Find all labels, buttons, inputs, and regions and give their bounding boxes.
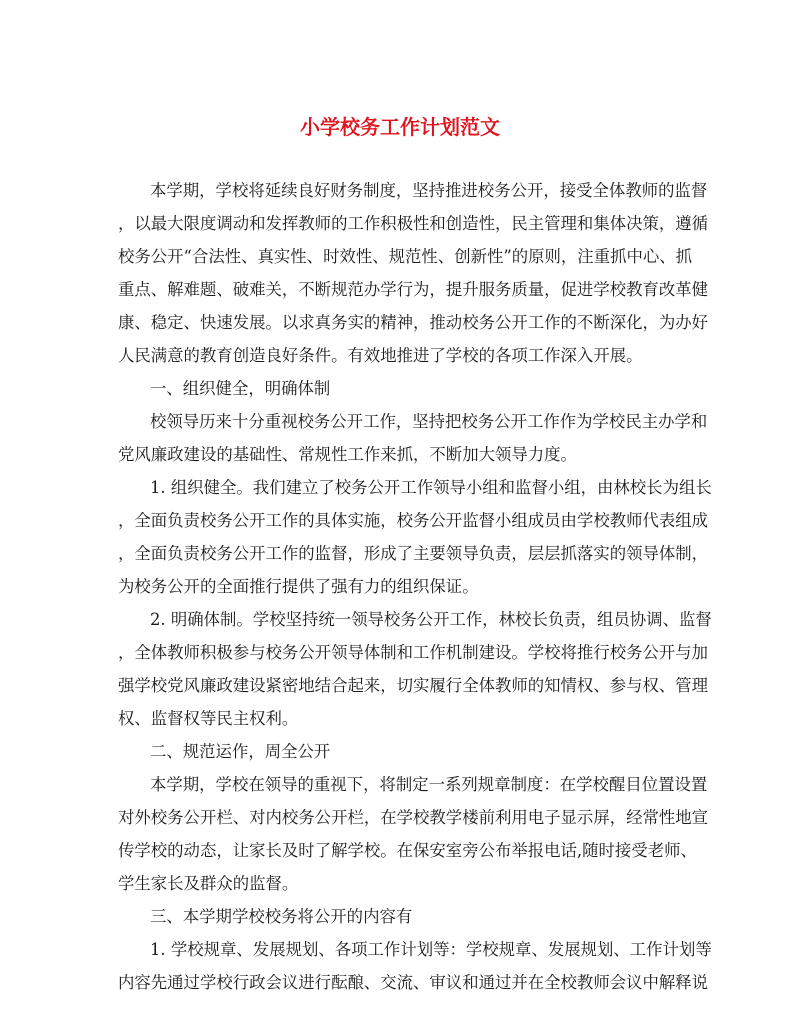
- paragraph-line: ，以最大限度调动和发挥教师的工作积极性和创造性，民主管理和集体决策，遵循: [118, 214, 709, 233]
- paragraph-line: 为校务公开的全面推行提供了强有力的组织保证。: [118, 577, 479, 596]
- section-heading: 三、本学期学校校务将公开的内容有: [150, 907, 413, 926]
- paragraph-line: ，全面负责校务公开工作的监督，形成了主要领导负责，层层抓落实的领导体制，: [118, 544, 709, 563]
- paragraph-line: 校务公开“合法性、真实性、时效性、规范性、创新性”的原则，注重抓中心、抓: [118, 247, 693, 266]
- paragraph-line: 对外校务公开栏、对内校务公开栏，在学校教学楼前利用电子显示屏，经常性地宣: [118, 808, 709, 827]
- paragraph-line: 本学期，学校将延续良好财务制度，坚持推进校务公开，接受全体教师的监督: [150, 181, 708, 200]
- paragraph-line: 1. 学校规章、发展规划、各项工作计划等：学校规章、发展规划、工作计划等: [150, 940, 712, 959]
- section-heading: 一、组织健全，明确体制: [150, 379, 331, 398]
- paragraph-line: 2. 明确体制。学校坚持统一领导校务公开工作，林校长负责，组员协调、监督: [150, 610, 712, 629]
- paragraph-line: 人民满意的教育创造良好条件。有效地推进了学校的各项工作深入开展。: [118, 346, 643, 365]
- paragraph-line: 康、稳定、快速发展。以求真务实的精神，推动校务公开工作的不断深化，为办好: [118, 313, 709, 332]
- paragraph-line: ，全体教师积极参与校务公开领导体制和工作机制建设。学校将推行校务公开与加: [118, 643, 709, 662]
- section-heading: 二、规范运作，周全公开: [150, 742, 331, 761]
- paragraph-line: 校领导历来十分重视校务公开工作，坚持把校务公开工作作为学校民主办学和: [150, 412, 708, 431]
- paragraph-line: 传学校的动态，让家长及时了解学校。在保安室旁公布举报电话,随时接受老师、: [118, 841, 697, 860]
- document-title: 小学校务工作计划范文: [300, 115, 500, 139]
- paragraph-line: 党风廉政建设的基础性、常规性工作来抓，不断加大领导力度。: [118, 445, 577, 464]
- paragraph-line: 1. 组织健全。我们建立了校务公开工作领导小组和监督小组，由林校长为组长: [150, 478, 712, 497]
- paragraph-line: 内容先通过学校行政会议进行酝酿、交流、审议和通过并在全校教师会议中解释说: [118, 973, 709, 992]
- paragraph-line: 重点、解难题、破难关，不断规范办学行为，提升服务质量，促进学校教育改革健: [118, 280, 709, 299]
- paragraph-line: 学生家长及群众的监督。: [118, 874, 299, 893]
- paragraph-line: 强学校党风廉政建设紧密地结合起来，切实履行全体教师的知情权、参与权、管理: [118, 676, 709, 695]
- paragraph-line: ，全面负责校务公开工作的具体实施，校务公开监督小组成员由学校教师代表组成: [118, 511, 709, 530]
- paragraph-line: 权、监督权等民主权利。: [118, 709, 299, 728]
- paragraph-line: 本学期，学校在领导的重视下，将制定一系列规章制度：在学校醒目位置设置: [150, 775, 708, 794]
